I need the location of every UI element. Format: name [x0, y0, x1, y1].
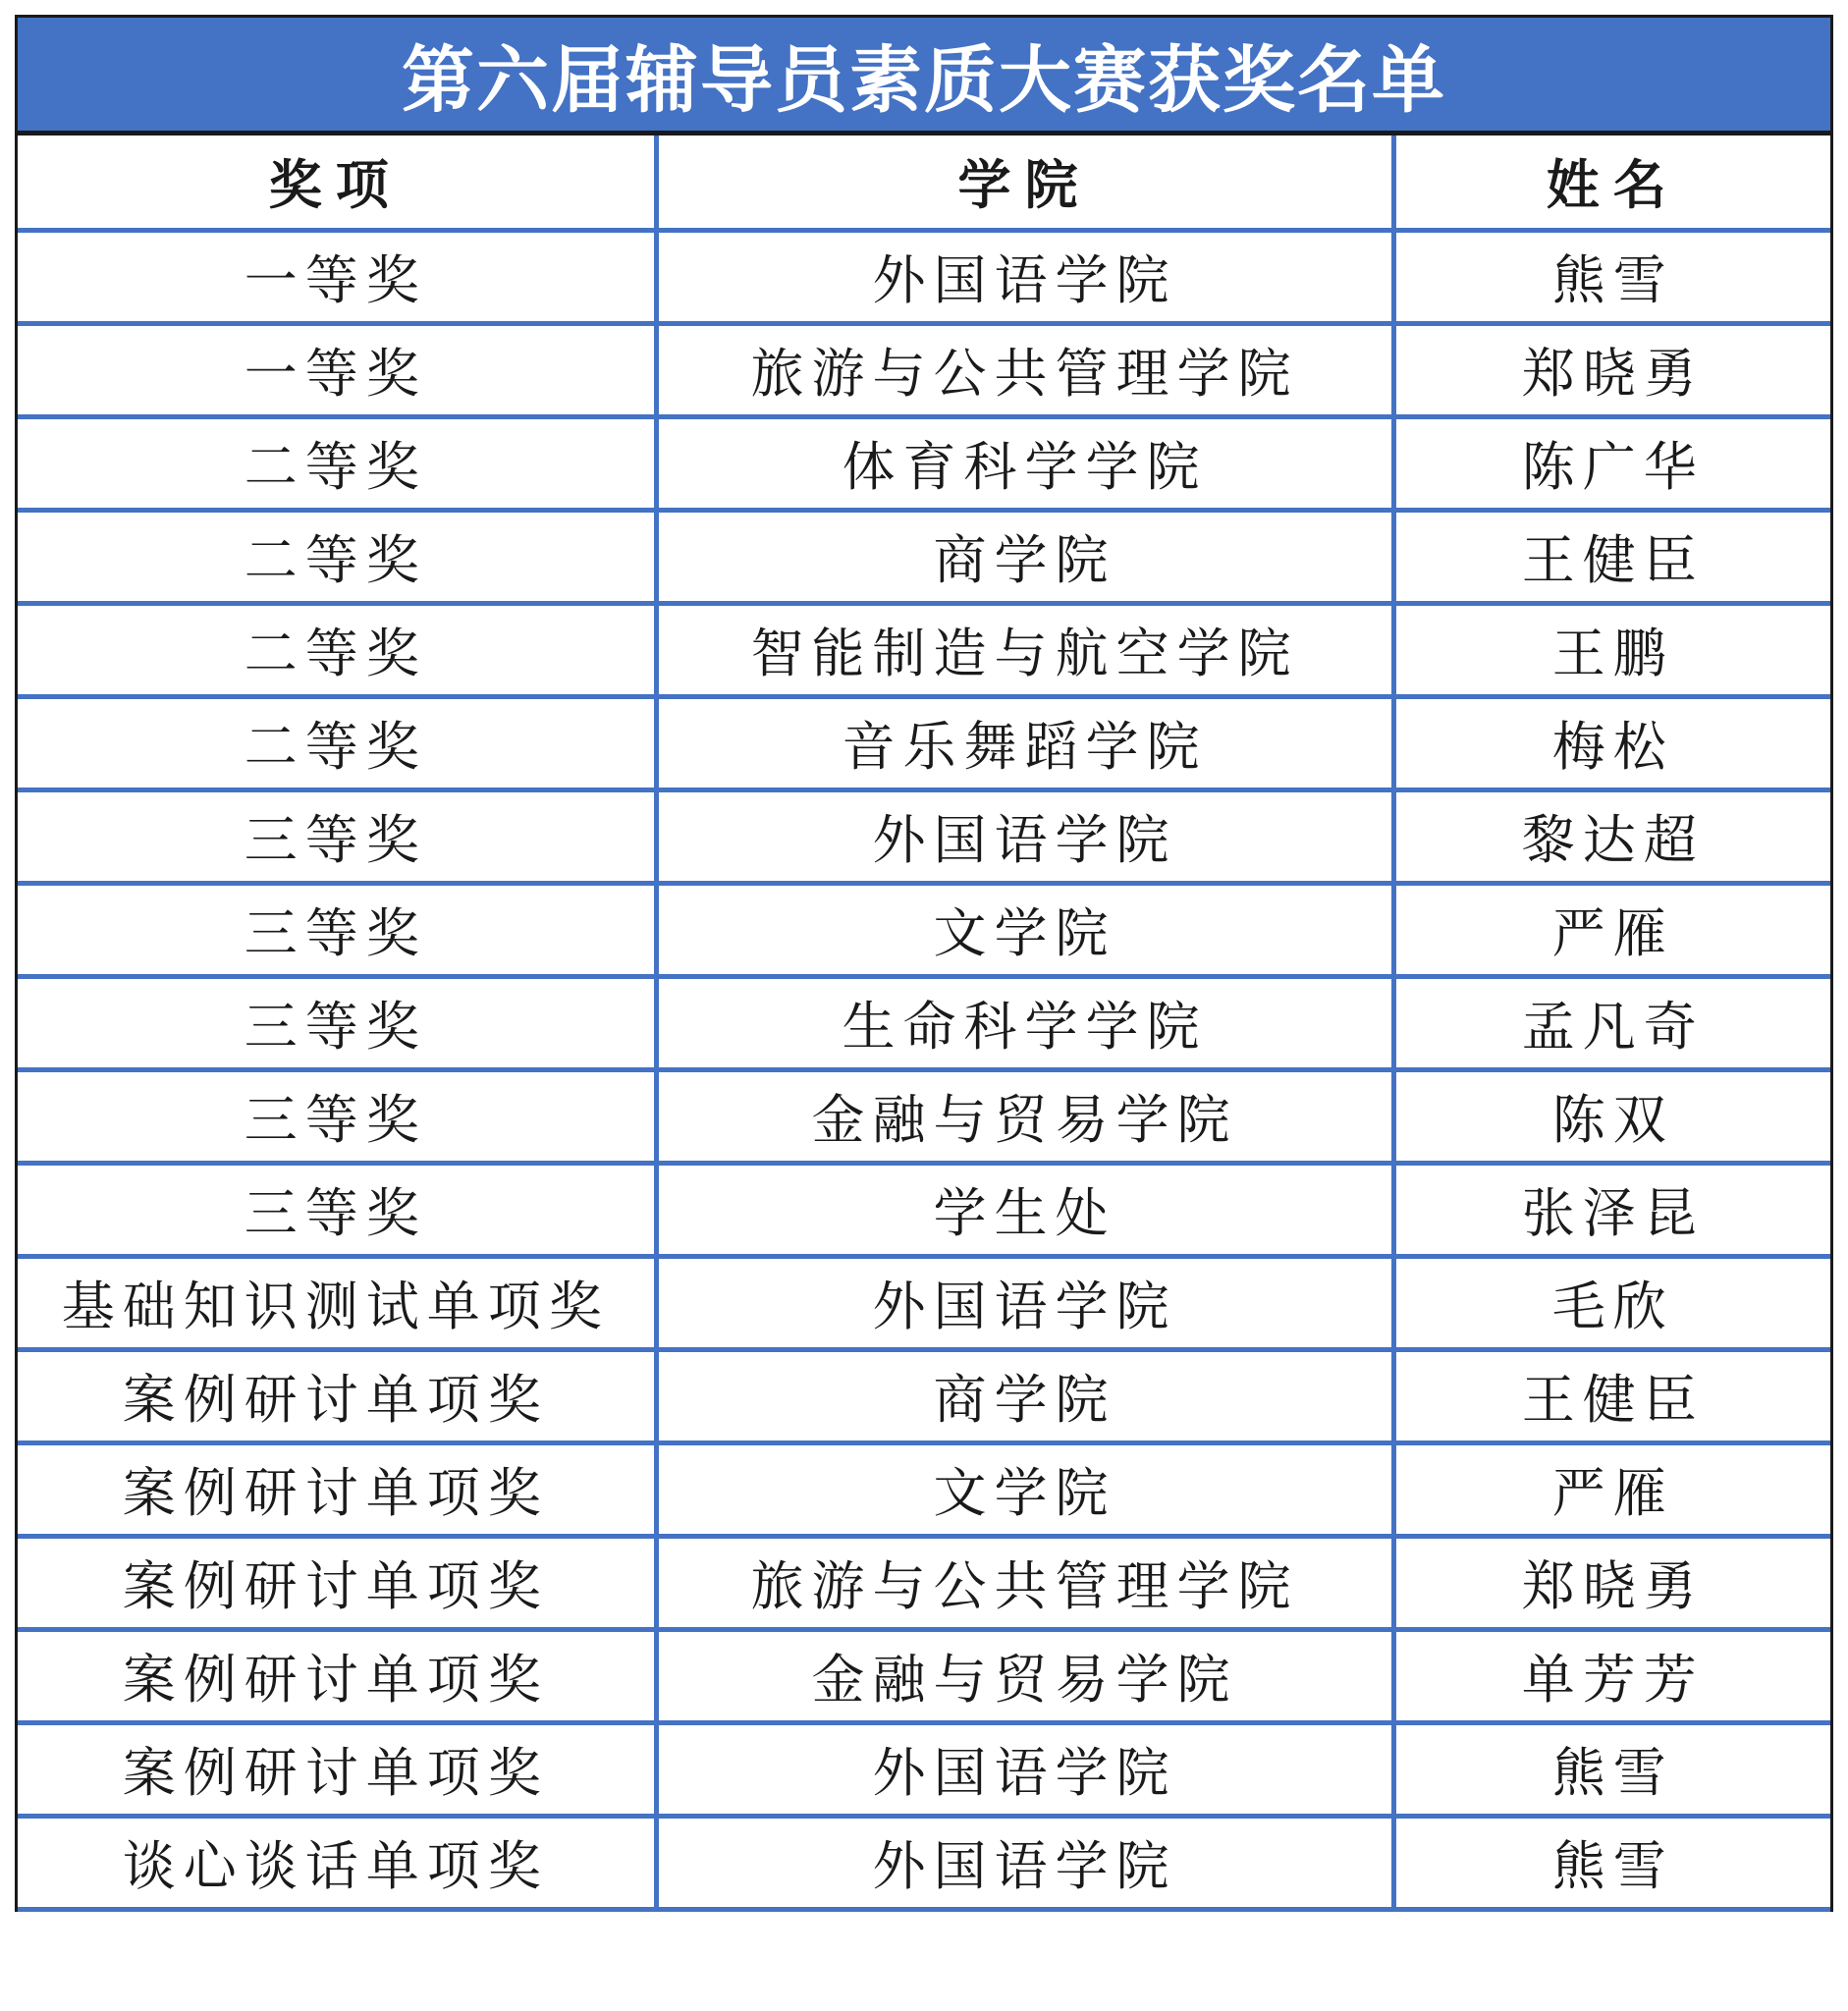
award-cell: 二等奖	[18, 696, 656, 789]
table-row	[18, 416, 1830, 510]
award-cell: 一等奖	[18, 323, 656, 416]
name-cell: 陈双	[1393, 1069, 1830, 1163]
college-cell: 文学院	[656, 1442, 1393, 1536]
college-cell: 外国语学院	[656, 789, 1393, 883]
table-row	[18, 1442, 1830, 1536]
table-row	[18, 1629, 1830, 1722]
college-cell: 旅游与公共管理学院	[656, 323, 1393, 416]
name-cell: 严雁	[1393, 883, 1830, 976]
column-header-name: 姓名	[1393, 136, 1830, 230]
name-cell: 王健臣	[1393, 1349, 1830, 1442]
table-row	[18, 510, 1830, 603]
college-cell: 金融与贸易学院	[656, 1629, 1393, 1722]
table-row	[18, 1722, 1830, 1816]
table-row	[18, 976, 1830, 1069]
college-cell: 体育科学学院	[656, 416, 1393, 510]
table-header-row	[18, 136, 1830, 230]
name-cell: 郑晓勇	[1393, 1536, 1830, 1629]
name-cell: 孟凡奇	[1393, 976, 1830, 1069]
college-cell: 文学院	[656, 883, 1393, 976]
college-cell: 生命科学学院	[656, 976, 1393, 1069]
award-cell: 三等奖	[18, 1163, 656, 1256]
table-row	[18, 1536, 1830, 1629]
college-cell: 外国语学院	[656, 230, 1393, 323]
award-list-sheet	[15, 15, 1833, 1912]
award-cell: 案例研讨单项奖	[18, 1442, 656, 1536]
table-body	[18, 230, 1830, 1909]
award-cell: 案例研讨单项奖	[18, 1536, 656, 1629]
name-cell: 王健臣	[1393, 510, 1830, 603]
table-row	[18, 1349, 1830, 1442]
college-cell: 音乐舞蹈学院	[656, 696, 1393, 789]
college-cell: 金融与贸易学院	[656, 1069, 1393, 1163]
name-cell: 严雁	[1393, 1442, 1830, 1536]
name-cell: 熊雪	[1393, 1816, 1830, 1909]
name-cell: 毛欣	[1393, 1256, 1830, 1349]
award-cell: 案例研讨单项奖	[18, 1629, 656, 1722]
award-cell: 二等奖	[18, 603, 656, 696]
table-row	[18, 603, 1830, 696]
name-cell: 熊雪	[1393, 230, 1830, 323]
name-cell: 王鹏	[1393, 603, 1830, 696]
table-row	[18, 1816, 1830, 1909]
award-cell: 三等奖	[18, 883, 656, 976]
table-row	[18, 1163, 1830, 1256]
name-cell: 黎达超	[1393, 789, 1830, 883]
college-cell: 旅游与公共管理学院	[656, 1536, 1393, 1629]
name-cell: 张泽昆	[1393, 1163, 1830, 1256]
table-row	[18, 883, 1830, 976]
award-cell: 基础知识测试单项奖	[18, 1256, 656, 1349]
award-cell: 案例研讨单项奖	[18, 1349, 656, 1442]
award-cell: 二等奖	[18, 416, 656, 510]
award-cell: 三等奖	[18, 976, 656, 1069]
college-cell: 智能制造与航空学院	[656, 603, 1393, 696]
award-cell: 谈心谈话单项奖	[18, 1816, 656, 1909]
name-cell: 陈广华	[1393, 416, 1830, 510]
title-bar	[18, 18, 1830, 136]
college-cell: 商学院	[656, 1349, 1393, 1442]
table-row	[18, 696, 1830, 789]
award-cell: 三等奖	[18, 1069, 656, 1163]
award-cell: 案例研讨单项奖	[18, 1722, 656, 1816]
name-cell: 梅松	[1393, 696, 1830, 789]
college-cell: 外国语学院	[656, 1256, 1393, 1349]
page-title: 第六届辅导员素质大赛获奖名单	[402, 37, 1446, 123]
award-cell: 二等奖	[18, 510, 656, 603]
column-header-award: 奖项	[18, 136, 656, 230]
column-header-college: 学院	[656, 136, 1393, 230]
name-cell: 单芳芳	[1393, 1629, 1830, 1722]
award-cell: 三等奖	[18, 789, 656, 883]
name-cell: 郑晓勇	[1393, 323, 1830, 416]
award-cell: 一等奖	[18, 230, 656, 323]
table-row	[18, 789, 1830, 883]
award-table	[18, 136, 1830, 1912]
name-cell: 熊雪	[1393, 1722, 1830, 1816]
college-cell: 商学院	[656, 510, 1393, 603]
table-row	[18, 323, 1830, 416]
table-row	[18, 1256, 1830, 1349]
college-cell: 外国语学院	[656, 1722, 1393, 1816]
table-row	[18, 1069, 1830, 1163]
table-row	[18, 230, 1830, 323]
college-cell: 外国语学院	[656, 1816, 1393, 1909]
college-cell: 学生处	[656, 1163, 1393, 1256]
